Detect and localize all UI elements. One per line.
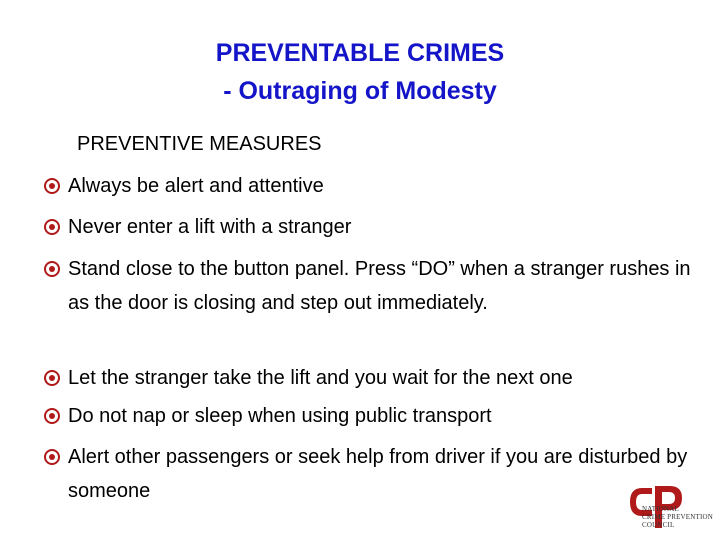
list-item-text: Let the stranger take the lift and you wait for the next one <box>68 367 573 389</box>
logo-line-2: CRIME PREVENTION <box>642 513 714 521</box>
target-circle-icon <box>44 178 60 194</box>
logo-text <box>642 505 713 529</box>
list-item-text: Never enter a lift with a stranger <box>68 216 352 238</box>
list-item <box>68 399 698 433</box>
list-item <box>68 210 698 244</box>
list-item <box>68 440 698 508</box>
list-item-text: Always be alert and attentive <box>68 175 324 197</box>
list-item <box>68 169 698 203</box>
logo-line-1: NATIONAL <box>642 505 679 513</box>
target-circle-icon <box>44 370 60 386</box>
target-circle-icon <box>44 449 60 465</box>
title-line-2: - Outraging of Modesty <box>223 77 497 105</box>
logo-line-3: COUNCIL <box>642 521 675 529</box>
list-item-text: Do not nap or sleep when using public transport <box>68 405 492 427</box>
list-item-text: Alert other passengers or seek help from driver if you are disturbed by someone <box>68 446 688 502</box>
list-item-text: Stand close to the button panel. Press “DO” when a stranger rushes in as the door is closing and step out immediately. <box>68 258 691 314</box>
target-circle-icon <box>44 408 60 424</box>
list-item <box>68 361 698 395</box>
target-circle-icon <box>44 261 60 277</box>
list-item <box>68 252 698 320</box>
target-circle-icon <box>44 219 60 235</box>
section-heading: PREVENTIVE MEASURES <box>77 133 322 155</box>
title-line-1: PREVENTABLE CRIMES <box>215 39 505 67</box>
